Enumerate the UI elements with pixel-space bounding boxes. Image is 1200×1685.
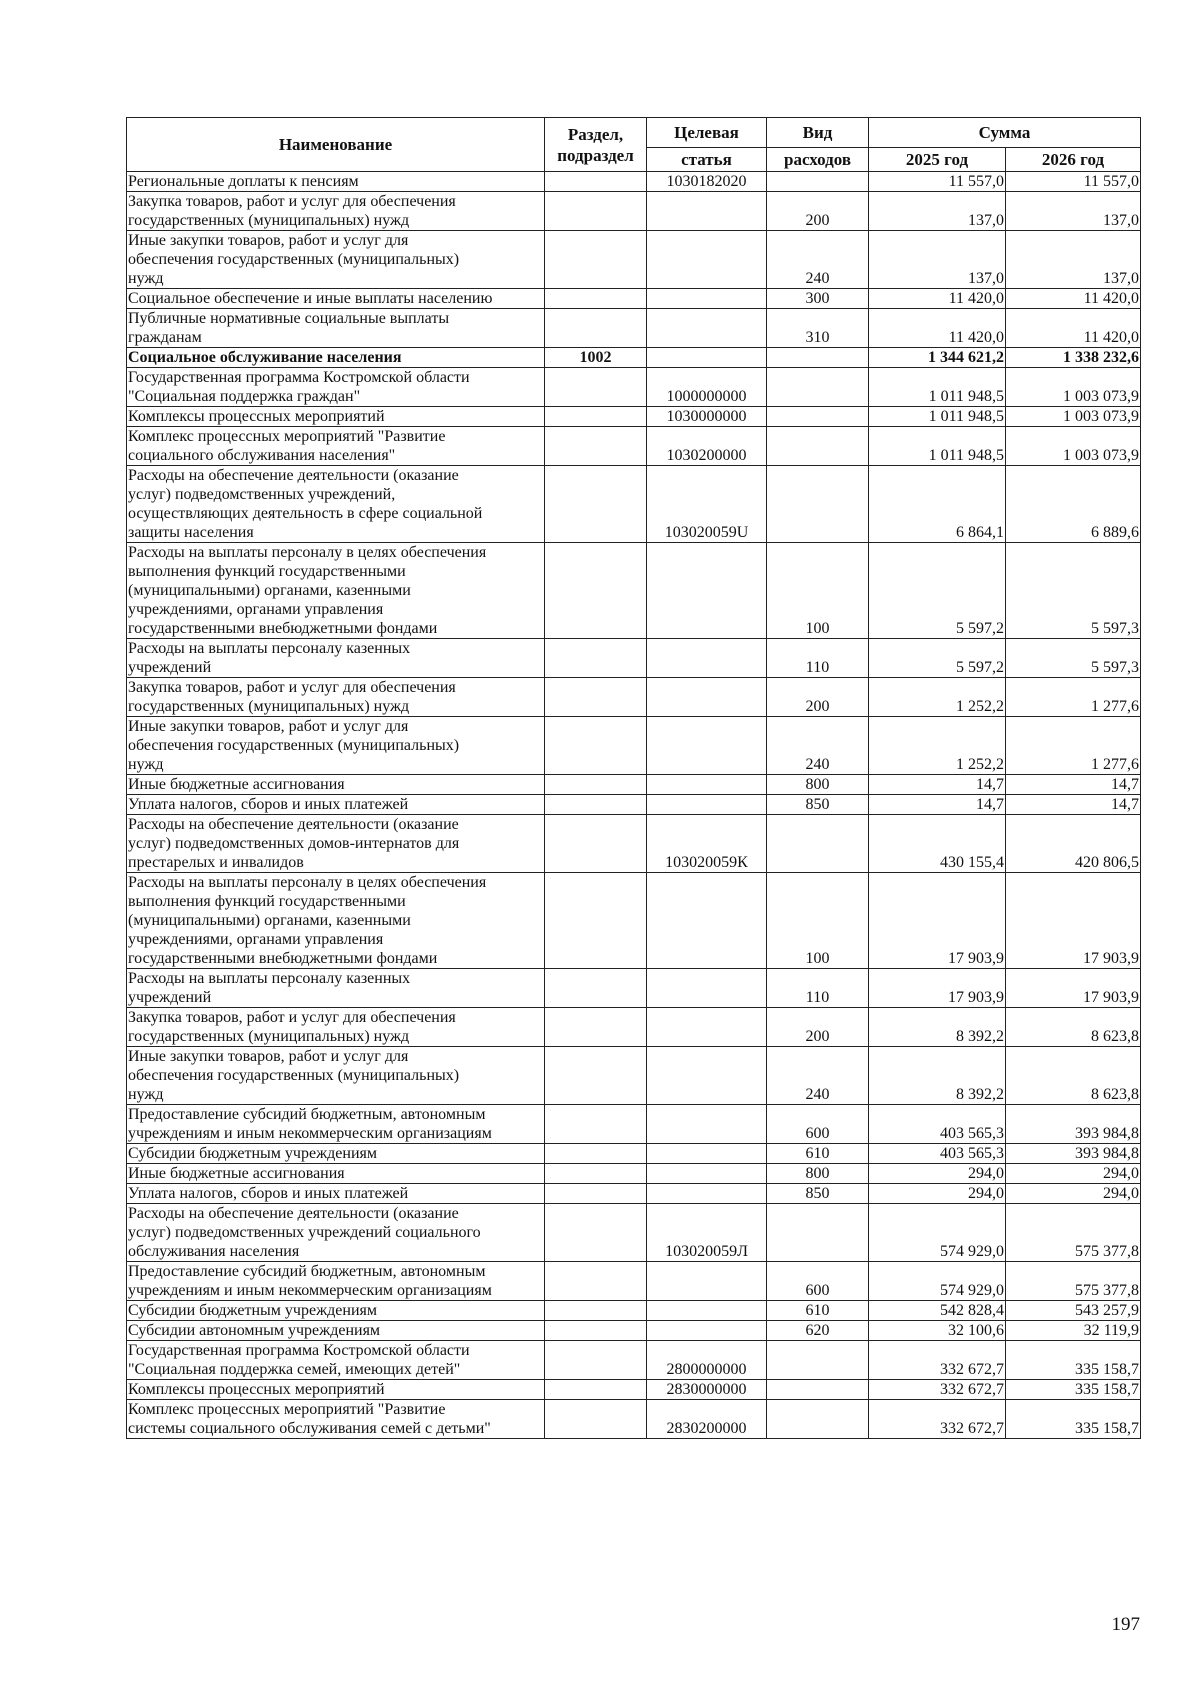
row-sum-2026: 11 420,0 [1006, 309, 1141, 348]
row-name: Иные закупки товаров, работ и услуг для обеспечения государственных (муниципальных) нужд [127, 717, 545, 775]
row-sum-2026: 8 623,8 [1006, 1008, 1141, 1047]
row-section [545, 1321, 647, 1341]
row-kind: 110 [767, 639, 869, 678]
row-sum-2025: 430 155,4 [869, 815, 1006, 873]
header-kind-2: расходов [767, 148, 869, 172]
row-target [647, 231, 767, 289]
row-target [647, 1184, 767, 1204]
table-row [127, 466, 1141, 543]
table-row [127, 815, 1141, 873]
row-sum-2025: 332 672,7 [869, 1400, 1006, 1439]
row-section [545, 1301, 647, 1321]
row-target [647, 795, 767, 815]
row-target: 1030200000 [647, 427, 767, 466]
row-sum-2025: 137,0 [869, 192, 1006, 231]
row-kind [767, 1400, 869, 1439]
row-name: Субсидии бюджетным учреждениям [127, 1144, 545, 1164]
row-name: Предоставление субсидий бюджетным, автономным учреждениям и иным некоммерческим организациям [127, 1262, 545, 1301]
row-sum-2026: 5 597,3 [1006, 543, 1141, 639]
row-target: 2800000000 [647, 1341, 767, 1380]
row-name: Региональные доплаты к пенсиям [127, 172, 545, 192]
row-name: Уплата налогов, сборов и иных платежей [127, 795, 545, 815]
row-kind: 850 [767, 795, 869, 815]
row-sum-2026: 5 597,3 [1006, 639, 1141, 678]
row-section [545, 717, 647, 775]
row-sum-2026: 393 984,8 [1006, 1105, 1141, 1144]
row-target: 103020059К [647, 815, 767, 873]
row-kind: 800 [767, 775, 869, 795]
row-sum-2025: 403 565,3 [869, 1105, 1006, 1144]
row-name: Комплекс процессных мероприятий "Развитие социального обслуживания населения" [127, 427, 545, 466]
row-sum-2026: 393 984,8 [1006, 1144, 1141, 1164]
row-section [545, 543, 647, 639]
row-target [647, 1164, 767, 1184]
table-row [127, 407, 1141, 427]
row-kind [767, 815, 869, 873]
row-name: Закупка товаров, работ и услуг для обеспечения государственных (муниципальных) нужд [127, 678, 545, 717]
row-name: Иные бюджетные ассигнования [127, 1164, 545, 1184]
row-target: 2830200000 [647, 1400, 767, 1439]
row-sum-2025: 17 903,9 [869, 873, 1006, 969]
row-name: Предоставление субсидий бюджетным, автономным учреждениям и иным некоммерческим организациям [127, 1105, 545, 1144]
row-target [647, 1144, 767, 1164]
row-name: Закупка товаров, работ и услуг для обеспечения государственных (муниципальных) нужд [127, 1008, 545, 1047]
row-target [647, 1262, 767, 1301]
row-name: Расходы на выплаты персоналу казенных учреждений [127, 969, 545, 1008]
row-sum-2025: 8 392,2 [869, 1047, 1006, 1105]
row-kind: 610 [767, 1301, 869, 1321]
table-row [127, 717, 1141, 775]
row-section [545, 1262, 647, 1301]
row-name: Социальное обслуживание населения [127, 348, 545, 368]
table-row [127, 368, 1141, 407]
row-sum-2026: 575 377,8 [1006, 1262, 1141, 1301]
row-sum-2025: 8 392,2 [869, 1008, 1006, 1047]
row-sum-2026: 420 806,5 [1006, 815, 1141, 873]
row-kind [767, 427, 869, 466]
row-name: Субсидии автономным учреждениям [127, 1321, 545, 1341]
row-section [545, 1400, 647, 1439]
row-section [545, 1144, 647, 1164]
row-sum-2025: 1 344 621,2 [869, 348, 1006, 368]
row-target [647, 1321, 767, 1341]
row-kind [767, 368, 869, 407]
row-target [647, 1105, 767, 1144]
table-row [127, 1380, 1141, 1400]
row-sum-2026: 137,0 [1006, 192, 1141, 231]
row-kind: 600 [767, 1262, 869, 1301]
row-kind: 200 [767, 678, 869, 717]
row-kind [767, 466, 869, 543]
row-name: Расходы на выплаты персоналу в целях обеспечения выполнения функций государственными (муниципальными) органами, казенными учреждениями, органами управления государственными внебюджетными фондами [127, 543, 545, 639]
page-number: 197 [1111, 1614, 1140, 1635]
table-row [127, 1164, 1141, 1184]
row-section [545, 192, 647, 231]
row-section [545, 231, 647, 289]
row-kind: 240 [767, 1047, 869, 1105]
row-name: Расходы на обеспечение деятельности (оказание услуг) подведомственных учреждений социального обслуживания населения [127, 1204, 545, 1262]
row-target [647, 543, 767, 639]
row-target [647, 1047, 767, 1105]
table-header [127, 118, 1141, 172]
table-row [127, 309, 1141, 348]
row-name: Уплата налогов, сборов и иных платежей [127, 1184, 545, 1204]
row-sum-2026: 14,7 [1006, 775, 1141, 795]
row-target [647, 678, 767, 717]
row-name: Социальное обеспечение и иные выплаты населению [127, 289, 545, 309]
row-name: Закупка товаров, работ и услуг для обеспечения государственных (муниципальных) нужд [127, 192, 545, 231]
row-kind: 620 [767, 1321, 869, 1341]
row-target: 103020059Л [647, 1204, 767, 1262]
row-section [545, 1184, 647, 1204]
row-kind [767, 1341, 869, 1380]
row-sum-2026: 335 158,7 [1006, 1380, 1141, 1400]
row-sum-2025: 332 672,7 [869, 1380, 1006, 1400]
row-sum-2026: 137,0 [1006, 231, 1141, 289]
row-section [545, 815, 647, 873]
row-section [545, 289, 647, 309]
row-section [545, 678, 647, 717]
row-sum-2026: 294,0 [1006, 1164, 1141, 1184]
row-sum-2026: 17 903,9 [1006, 969, 1141, 1008]
row-sum-2026: 335 158,7 [1006, 1400, 1141, 1439]
row-name: Субсидии бюджетным учреждениям [127, 1301, 545, 1321]
row-name: Расходы на обеспечение деятельности (оказание услуг) подведомственных учреждений, осуществляющих деятельность в сфере социальной защиты населения [127, 466, 545, 543]
row-section [545, 1105, 647, 1144]
row-sum-2026: 1 338 232,6 [1006, 348, 1141, 368]
row-section [545, 1008, 647, 1047]
row-name: Комплексы процессных мероприятий [127, 1380, 545, 1400]
row-sum-2025: 14,7 [869, 795, 1006, 815]
row-kind: 200 [767, 1008, 869, 1047]
row-target [647, 192, 767, 231]
header-year-2025: 2025 год [869, 148, 1006, 172]
row-kind: 240 [767, 717, 869, 775]
table-row [127, 795, 1141, 815]
header-target-2: статья [647, 148, 767, 172]
header-year-2026: 2026 год [1006, 148, 1141, 172]
row-sum-2026: 335 158,7 [1006, 1341, 1141, 1380]
row-sum-2026: 17 903,9 [1006, 873, 1141, 969]
row-sum-2025: 6 864,1 [869, 466, 1006, 543]
row-section [545, 466, 647, 543]
row-sum-2025: 332 672,7 [869, 1341, 1006, 1380]
row-section [545, 639, 647, 678]
row-target [647, 309, 767, 348]
row-sum-2025: 1 011 948,5 [869, 407, 1006, 427]
row-target [647, 1301, 767, 1321]
row-name: Иные бюджетные ассигнования [127, 775, 545, 795]
row-target [647, 1008, 767, 1047]
row-sum-2025: 11 420,0 [869, 309, 1006, 348]
row-section [545, 172, 647, 192]
row-name: Комплекс процессных мероприятий "Развитие системы социального обслуживания семей с детьми" [127, 1400, 545, 1439]
row-sum-2026: 32 119,9 [1006, 1321, 1141, 1341]
table-row [127, 1341, 1141, 1380]
row-name: Расходы на выплаты персоналу в целях обеспечения выполнения функций государственными (муниципальными) органами, казенными учреждениями, органами управления государственными внебюджетными фондами [127, 873, 545, 969]
row-sum-2025: 1 252,2 [869, 678, 1006, 717]
row-kind [767, 407, 869, 427]
row-sum-2025: 5 597,2 [869, 639, 1006, 678]
row-section [545, 969, 647, 1008]
row-target [647, 969, 767, 1008]
row-sum-2026: 1 003 073,9 [1006, 427, 1141, 466]
row-section [545, 427, 647, 466]
row-section [545, 873, 647, 969]
table-row [127, 678, 1141, 717]
row-sum-2025: 17 903,9 [869, 969, 1006, 1008]
row-section [545, 775, 647, 795]
row-sum-2025: 403 565,3 [869, 1144, 1006, 1164]
row-section [545, 1204, 647, 1262]
row-kind: 110 [767, 969, 869, 1008]
row-sum-2025: 294,0 [869, 1164, 1006, 1184]
row-kind [767, 1380, 869, 1400]
header-kind-1: Вид [767, 118, 869, 148]
row-section [545, 368, 647, 407]
row-kind: 200 [767, 192, 869, 231]
row-kind: 300 [767, 289, 869, 309]
header-name: Наименование [127, 118, 545, 172]
row-sum-2025: 1 252,2 [869, 717, 1006, 775]
row-sum-2025: 294,0 [869, 1184, 1006, 1204]
table-row [127, 1204, 1141, 1262]
table-row [127, 775, 1141, 795]
row-section: 1002 [545, 348, 647, 368]
table-row [127, 1047, 1141, 1105]
row-section [545, 795, 647, 815]
row-target: 2830000000 [647, 1380, 767, 1400]
table-row [127, 192, 1141, 231]
table-row [127, 427, 1141, 466]
row-name: Иные закупки товаров, работ и услуг для обеспечения государственных (муниципальных) нужд [127, 1047, 545, 1105]
row-section [545, 1047, 647, 1105]
table-row [127, 289, 1141, 309]
table-row [127, 231, 1141, 289]
row-name: Комплексы процессных мероприятий [127, 407, 545, 427]
table-row [127, 1008, 1141, 1047]
table-row [127, 543, 1141, 639]
row-sum-2026: 14,7 [1006, 795, 1141, 815]
row-sum-2025: 137,0 [869, 231, 1006, 289]
row-section [545, 407, 647, 427]
row-kind [767, 348, 869, 368]
row-sum-2026: 294,0 [1006, 1184, 1141, 1204]
table-row [127, 1184, 1141, 1204]
row-sum-2025: 574 929,0 [869, 1262, 1006, 1301]
row-section [545, 1164, 647, 1184]
row-kind: 100 [767, 873, 869, 969]
row-kind: 100 [767, 543, 869, 639]
row-sum-2026: 11 557,0 [1006, 172, 1141, 192]
row-sum-2026: 575 377,8 [1006, 1204, 1141, 1262]
row-name: Иные закупки товаров, работ и услуг для обеспечения государственных (муниципальных) нужд [127, 231, 545, 289]
row-sum-2025: 11 557,0 [869, 172, 1006, 192]
table-row [127, 1105, 1141, 1144]
row-sum-2025: 11 420,0 [869, 289, 1006, 309]
row-sum-2025: 542 828,4 [869, 1301, 1006, 1321]
table-row [127, 172, 1141, 192]
table-body [127, 172, 1141, 1439]
row-sum-2025: 1 011 948,5 [869, 368, 1006, 407]
row-kind: 610 [767, 1144, 869, 1164]
row-target [647, 873, 767, 969]
row-sum-2026: 6 889,6 [1006, 466, 1141, 543]
row-section [545, 309, 647, 348]
row-kind: 600 [767, 1105, 869, 1144]
row-name: Публичные нормативные социальные выплаты гражданам [127, 309, 545, 348]
table-row [127, 1400, 1141, 1439]
row-sum-2026: 543 257,9 [1006, 1301, 1141, 1321]
budget-table [126, 117, 1141, 1439]
row-name: Государственная программа Костромской области "Социальная поддержка граждан" [127, 368, 545, 407]
row-name: Расходы на обеспечение деятельности (оказание услуг) подведомственных домов-интернатов для престарелых и инвалидов [127, 815, 545, 873]
row-kind: 310 [767, 309, 869, 348]
header-target-1: Целевая [647, 118, 767, 148]
row-target [647, 639, 767, 678]
row-sum-2026: 1 003 073,9 [1006, 368, 1141, 407]
row-target: 1030000000 [647, 407, 767, 427]
row-sum-2026: 8 623,8 [1006, 1047, 1141, 1105]
row-target [647, 775, 767, 795]
row-target [647, 289, 767, 309]
row-sum-2025: 1 011 948,5 [869, 427, 1006, 466]
row-name: Расходы на выплаты персоналу казенных учреждений [127, 639, 545, 678]
row-sum-2025: 14,7 [869, 775, 1006, 795]
row-kind: 850 [767, 1184, 869, 1204]
table-row [127, 1262, 1141, 1301]
row-sum-2025: 5 597,2 [869, 543, 1006, 639]
table-row [127, 969, 1141, 1008]
header-sum: Сумма [869, 118, 1141, 148]
row-kind: 240 [767, 231, 869, 289]
row-sum-2026: 1 003 073,9 [1006, 407, 1141, 427]
table-row [127, 1144, 1141, 1164]
row-section [545, 1380, 647, 1400]
row-target [647, 348, 767, 368]
table-row [127, 639, 1141, 678]
table-row [127, 873, 1141, 969]
row-sum-2026: 1 277,6 [1006, 717, 1141, 775]
row-kind [767, 172, 869, 192]
table-row [127, 1301, 1141, 1321]
row-target: 1000000000 [647, 368, 767, 407]
row-sum-2026: 11 420,0 [1006, 289, 1141, 309]
header-section: Раздел, подраздел [545, 118, 647, 172]
row-kind [767, 1204, 869, 1262]
row-section [545, 1341, 647, 1380]
row-target: 1030182020 [647, 172, 767, 192]
table-row [127, 1321, 1141, 1341]
row-sum-2026: 1 277,6 [1006, 678, 1141, 717]
row-kind: 800 [767, 1164, 869, 1184]
row-target [647, 717, 767, 775]
row-target: 103020059U [647, 466, 767, 543]
row-sum-2025: 32 100,6 [869, 1321, 1006, 1341]
row-sum-2025: 574 929,0 [869, 1204, 1006, 1262]
row-name: Государственная программа Костромской области "Социальная поддержка семей, имеющих детей" [127, 1341, 545, 1380]
table-row [127, 348, 1141, 368]
